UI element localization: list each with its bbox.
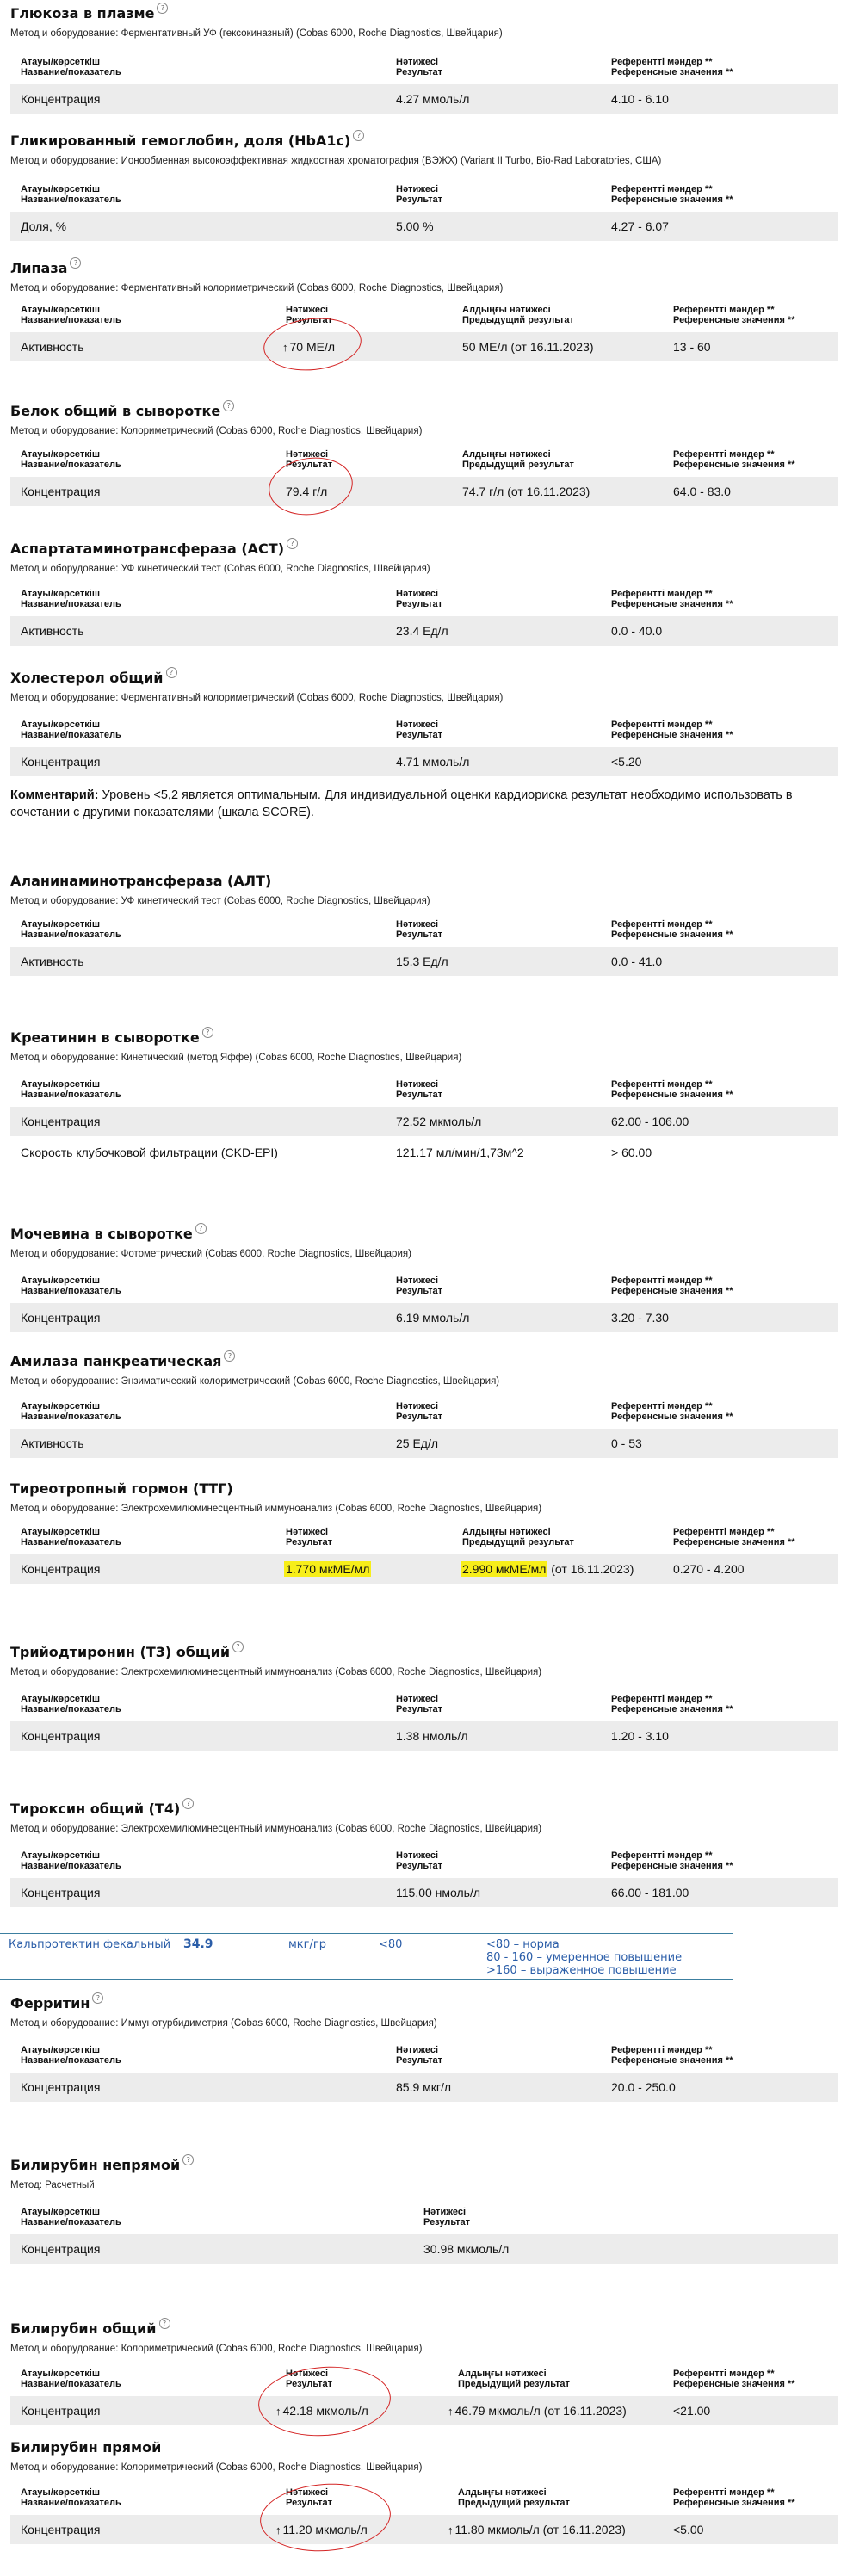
table-row: Концентрация 30.98 мкмоль/л — [10, 2234, 838, 2264]
table-row: Концентрация ↑ 42.18 мкмоль/л ↑ 46.79 мкмоль/л (от 16.11.2023) <21.00 — [10, 2396, 838, 2425]
info-icon[interactable]: ? — [223, 400, 234, 411]
test-method: Метод и оборудование: УФ кинетический тест (Cobas 6000, Roche Diagnostics, Швейцария) — [10, 564, 430, 574]
comment-text: Уровень <5,2 является оптимальным. Для индивидуальной оценки кардиориска результат необходимо использовать в сочетании с другими показателями (шкала SCORE). — [10, 788, 793, 819]
table-header: Атауы/көрсеткіш Название/показатель Нәтижесі Результат Алдыңғы нәтижесі Предыдущий результат Референтті мәндер ** Референсные значения ** — [21, 305, 795, 325]
table-header: Атауы/көрсеткіш Название/показатель Нәтижесі Результат Референтті мәндер ** Референсные значения ** — [21, 1276, 733, 1296]
table-header: Атауы/көрсеткіш Название/показатель Нәтижесі Результат Референтті мәндер ** Референсные значения ** — [21, 2045, 733, 2066]
calprotectin-name: Кальпротектин фекальный — [9, 1938, 171, 1951]
test-cholesterol — [10, 670, 838, 821]
table-row: Концентрация 72.52 мкмоль/л 62.00 - 106.00 — [10, 1107, 838, 1136]
test-title: Белок общий в сыворотке ? — [10, 403, 838, 420]
test-title: Трийодтиронин (Т3) общий ? — [10, 1644, 838, 1661]
highlighted-previous: 2.990 мкМЕ/мл — [462, 1562, 547, 1576]
test-title: Амилаза панкреатическая ? — [10, 1353, 838, 1370]
test-method: Метод и оборудование: Энзиматический колориметрический (Cobas 6000, Roche Diagnostics, Швейцария) — [10, 1376, 500, 1387]
table-header: Атауы/көрсеткіш Название/показатель Нәтижесі Результат Референтті мәндер ** Референсные значения ** — [21, 57, 733, 77]
table-row: Скорость клубочковой фильтрации (CKD-EPI) 121.17 мл/мин/1,73м^2 > 60.00 — [21, 1146, 652, 1159]
info-icon[interactable]: ? — [182, 2154, 194, 2165]
test-protein — [10, 403, 838, 506]
arrow-up-icon: ↑ — [275, 2523, 281, 2536]
test-method: Метод и оборудование: Колориметрический (Cobas 6000, Roche Diagnostics, Швейцария) — [10, 426, 423, 436]
test-title: Аланинаминотрансфераза (АЛТ) — [10, 873, 272, 889]
table-header: Атауы/көрсеткіш Название/показатель Нәтижесі Результат Алдыңғы нәтижесі Предыдущий результат Референтті мәндер ** Референсные значения ** — [21, 449, 795, 470]
test-title: Ферритин ? — [10, 1995, 838, 2012]
info-icon[interactable]: ? — [70, 257, 81, 269]
test-method: Метод и оборудование: Ионообменная высокоэффективная жидкостная хроматография (ВЭЖХ) (Variant II Turbo, Bio-Rad Laboratories, США) — [10, 156, 662, 166]
arrow-up-icon: ↑ — [282, 341, 288, 354]
test-method: Метод и оборудование: Ферментативный УФ (гексокиназный) (Cobas 6000, Roche Diagnostics, Швейцария) — [10, 28, 503, 39]
table-row: Активность 23.4 Ед/л 0.0 - 40.0 — [10, 616, 838, 646]
table-row: Концентрация 1.770 мкМЕ/мл 2.990 мкМЕ/мл (от 16.11.2023) 0.270 - 4.200 — [10, 1554, 838, 1584]
table-row: Концентрация 79.4 г/л 74.7 г/л (от 16.11.2023) 64.0 - 83.0 — [10, 477, 838, 506]
test-title: Билирубин общий ? — [10, 2320, 838, 2338]
test-ferritin — [10, 1995, 838, 2102]
test-glucose — [10, 5, 838, 114]
test-title: Тироксин общий (Т4) ? — [10, 1801, 838, 1818]
test-ast — [10, 541, 838, 646]
test-title: Глюкоза в плазме ? — [10, 5, 838, 22]
calprotectin-unit: мкг/гр — [288, 1938, 326, 1951]
info-icon[interactable]: ? — [166, 667, 177, 678]
comment — [10, 787, 838, 821]
info-icon[interactable]: ? — [232, 1641, 244, 1652]
table-header: Атауы/көрсеткіш Название/показатель Нәтижесі Результат Алдыңғы нәтижесі Предыдущий результат Референтті мәндер ** Референсные значения ** — [21, 1527, 795, 1547]
test-title: Билирубин прямой — [10, 2439, 162, 2456]
test-lipase — [10, 260, 838, 361]
test-method: Метод: Расчетный — [10, 2180, 95, 2190]
test-t4 — [10, 1801, 838, 1907]
table-row: Концентрация 115.00 нмоль/л 66.00 - 181.00 — [10, 1878, 838, 1907]
info-icon[interactable]: ? — [182, 1798, 194, 1809]
arrow-up-icon: ↑ — [448, 2405, 454, 2418]
info-icon[interactable]: ? — [202, 1027, 213, 1038]
table-header: Атауы/көрсеткіш Название/показатель Нәтижесі Результат Референтті мәндер ** Референсные значения ** — [21, 919, 733, 940]
table-header: Атауы/көрсеткіш Название/показатель Нәтижесі Результат Референтті мәндер ** Референсные значения ** — [21, 1079, 733, 1100]
calprotectin-value: 34.9 — [183, 1937, 213, 1951]
test-title: Аспартатаминотрансфераза (АСТ) ? — [10, 541, 838, 558]
info-icon[interactable]: ? — [353, 130, 364, 141]
table-header: Атауы/көрсеткіш Название/показатель Нәтижесі Результат Референтті мәндер ** Референсные значения ** — [21, 184, 733, 205]
test-amylase — [10, 1353, 838, 1458]
highlighted-result: 1.770 мкМЕ/мл — [286, 1562, 370, 1576]
table-row: Активность 15.3 Ед/л 0.0 - 41.0 — [10, 947, 838, 976]
info-icon[interactable]: ? — [287, 538, 298, 549]
calprotectin-note: 80 - 160 – умеренное повышение — [486, 1951, 683, 1964]
test-method: Метод и оборудование: Иммунотурбидиметрия (Cobas 6000, Roche Diagnostics, Швейцария) — [10, 2018, 437, 2029]
table-row: Концентрация 1.38 нмоль/л 1.20 - 3.10 — [10, 1721, 838, 1751]
info-icon[interactable]: ? — [92, 1992, 103, 2004]
table-header: Атауы/көрсеткіш Название/показатель Нәтижесі Результат Референтті мәндер ** Референсные значения ** — [21, 1401, 733, 1422]
test-creatinine — [10, 1029, 838, 1167]
test-title: Холестерол общий ? — [10, 670, 838, 687]
table-row: Активность 25 Ед/л 0 - 53 — [10, 1429, 838, 1458]
info-icon[interactable]: ? — [224, 1350, 235, 1362]
table-header: Атауы/көрсеткіш Название/показатель Нәтижесі Результат Алдыңғы нәтижесі Предыдущий результат Референтті мәндер ** Референсные значения ** — [21, 2487, 795, 2508]
calprotectin-block — [0, 1928, 847, 1980]
table-row: Активность ↑ 70 МЕ/л 50 МЕ/л (от 16.11.2023) 13 - 60 — [10, 332, 838, 361]
table-row: Концентрация ↑ 11.20 мкмоль/л ↑ 11.80 мкмоль/л (от 16.11.2023) <5.00 — [10, 2515, 838, 2544]
table-header: Атауы/көрсеткіш Название/показатель Нәтижесі Результат — [21, 2207, 471, 2227]
table-row: Концентрация 4.71 ммоль/л <5.20 — [10, 747, 838, 776]
test-title: Гликированный гемоглобин, доля (HbA1c) ? — [10, 133, 838, 150]
test-bilirubin-total — [10, 2320, 838, 2425]
test-title: Мочевина в сыворотке ? — [10, 1226, 838, 1243]
table-row: Концентрация 4.27 ммоль/л 4.10 - 6.10 — [10, 84, 838, 114]
table-header: Атауы/көрсеткіш Название/показатель Нәтижесі Результат Референтті мәндер ** Референсные значения ** — [21, 589, 733, 609]
test-title: Креатинин в сыворотке ? — [10, 1029, 838, 1047]
table-row: Концентрация 85.9 мкг/л 20.0 - 250.0 — [10, 2073, 838, 2102]
test-method: Метод и оборудование: Электрохемилюминесцентный иммуноанализ (Cobas 6000, Roche Diagnostics, Швейцария) — [10, 1667, 542, 1677]
calprotectin-note: <80 – норма — [486, 1938, 560, 1951]
test-bilirubin-direct — [10, 2439, 838, 2544]
test-urea — [10, 1226, 838, 1332]
test-title: Липаза ? — [10, 260, 838, 277]
test-method: Метод и оборудование: Колориметрический (Cobas 6000, Roche Diagnostics, Швейцария) — [10, 2344, 423, 2354]
test-title: Тиреотропный гормон (ТТГ) — [10, 1480, 233, 1497]
arrow-up-icon: ↑ — [275, 2405, 281, 2418]
info-icon[interactable]: ? — [159, 2318, 170, 2329]
calprotectin-ref: <80 — [379, 1938, 403, 1951]
test-alt — [10, 873, 838, 976]
test-bilirubin-indirect — [10, 2157, 838, 2264]
table-row: Доля, % 5.00 % 4.27 - 6.07 — [10, 212, 838, 241]
table-header: Атауы/көрсеткіш Название/показатель Нәтижесі Результат Алдыңғы нәтижесі Предыдущий результат Референтті мәндер ** Референсные значения ** — [21, 2369, 795, 2389]
test-method: Метод и оборудование: Ферментативный колориметрический (Cobas 6000, Roche Diagnostics, Швейцария) — [10, 693, 504, 703]
test-t3 — [10, 1644, 838, 1751]
calprotectin-note: >160 – выраженное повышение — [486, 1964, 677, 1977]
comment-label: Комментарий: — [10, 788, 99, 802]
test-method: Метод и оборудование: Фотометрический (Cobas 6000, Roche Diagnostics, Швейцария) — [10, 1249, 411, 1259]
test-method: Метод и оборудование: Ферментативный колориметрический (Cobas 6000, Roche Diagnostics, Швейцария) — [10, 283, 504, 293]
info-icon[interactable]: ? — [195, 1223, 207, 1234]
divider — [0, 1979, 733, 1980]
test-method: Метод и оборудование: Электрохемилюминесцентный иммуноанализ (Cobas 6000, Roche Diagnostics, Швейцария) — [10, 1824, 542, 1834]
test-hba1c — [10, 133, 838, 241]
test-method: Метод и оборудование: УФ кинетический тест (Cobas 6000, Roche Diagnostics, Швейцария) — [10, 896, 430, 906]
test-method: Метод и оборудование: Колориметрический (Cobas 6000, Roche Diagnostics, Швейцария) — [10, 2462, 423, 2473]
table-header: Атауы/көрсеткіш Название/показатель Нәтижесі Результат Референтті мәндер ** Референсные значения ** — [21, 1694, 733, 1714]
test-title: Билирубин непрямой ? — [10, 2157, 838, 2174]
table-row: Концентрация 6.19 ммоль/л 3.20 - 7.30 — [10, 1303, 838, 1332]
test-tsh — [10, 1480, 838, 1584]
test-method: Метод и оборудование: Электрохемилюминесцентный иммуноанализ (Cobas 6000, Roche Diagnostics, Швейцария) — [10, 1504, 542, 1514]
info-icon[interactable]: ? — [157, 3, 168, 14]
test-method: Метод и оборудование: Кинетический (метод Яффе) (Cobas 6000, Roche Diagnostics, Швейцария) — [10, 1053, 462, 1063]
arrow-up-icon: ↑ — [448, 2523, 454, 2536]
table-header: Атауы/көрсеткіш Название/показатель Нәтижесі Результат Референтті мәндер ** Референсные значения ** — [21, 720, 733, 740]
divider — [0, 1933, 733, 1934]
table-header: Атауы/көрсеткіш Название/показатель Нәтижесі Результат Референтті мәндер ** Референсные значения ** — [21, 1850, 733, 1871]
